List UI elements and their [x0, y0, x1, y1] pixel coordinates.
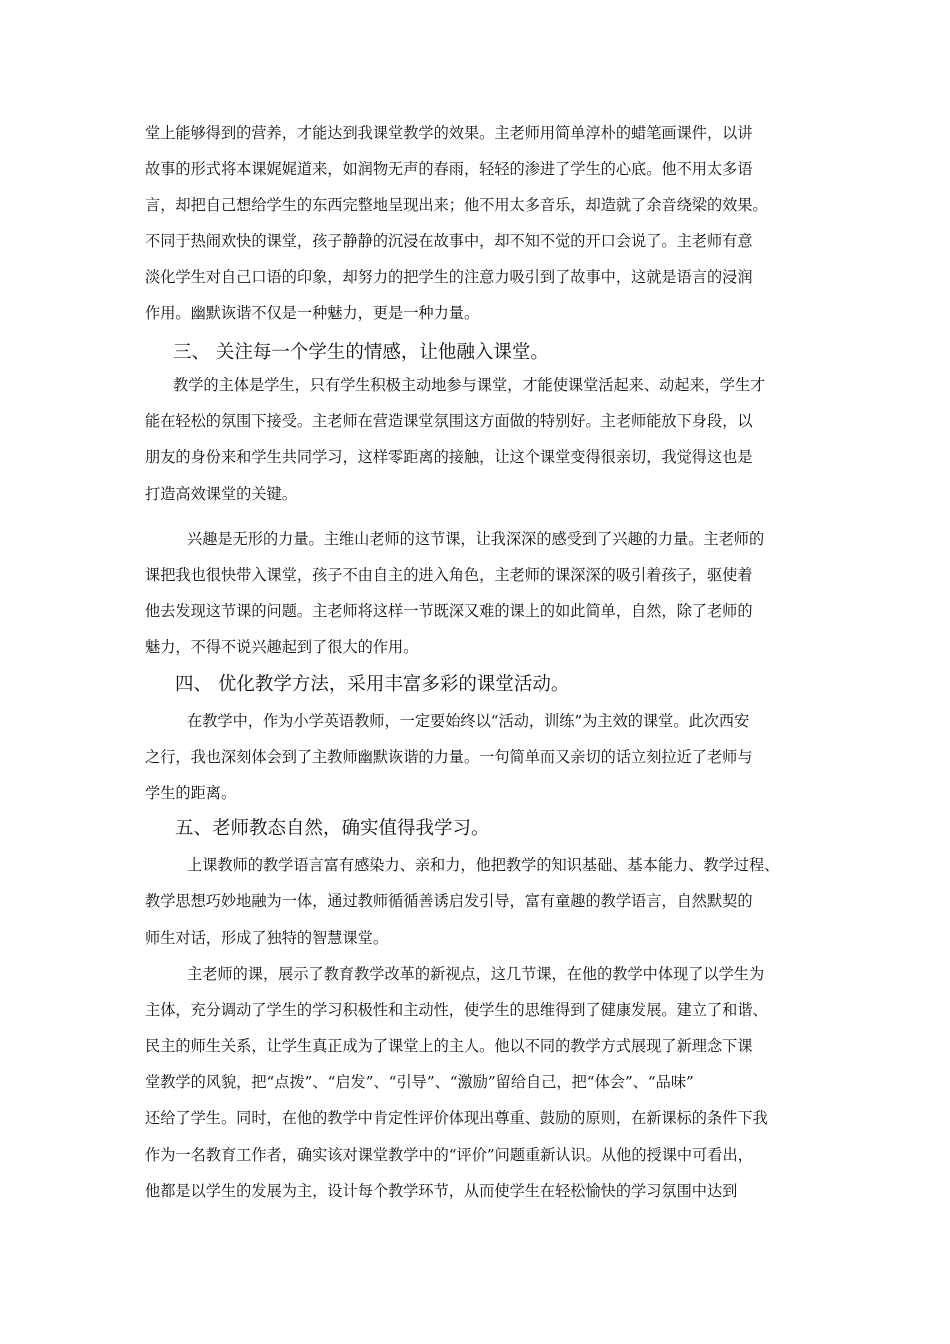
paragraph-line: 上课教师的教学语言富有感染力、亲和力，他把教学的知识基础、基本能力、教学过程、	[187, 856, 780, 874]
paragraph-line: 打造高效课堂的关键。	[145, 485, 297, 503]
paragraph-line: 淡化学生对自己口语的印象，却努力的把学生的注意力吸引到了故事中，这就是语言的浸润	[145, 268, 753, 286]
paragraph-line: 作为一名教育工作者，确实该对课堂教学中的“评价”问题重新认识。从他的授课中可看出，	[145, 1146, 753, 1164]
paragraph-line: 能在轻松的氛围下接受。主老师在营造课堂氛围这方面做的特别好。主老师能放下身段，以	[145, 412, 753, 430]
paragraph-line: 民主的师生关系，让学生真正成为了课堂上的主人。他以不同的教学方式展现了新理念下课	[145, 1037, 753, 1055]
paragraph-line: 还给了学生。同时，在他的教学中肯定性评价体现出尊重、鼓励的原则，在新课标的条件下我	[145, 1109, 768, 1127]
paragraph-line: 堂上能够得到的营养，才能达到我课堂教学的效果。主老师用简单淳朴的蜡笔画课件，以讲	[145, 124, 753, 142]
paragraph-line: 学生的距离。	[145, 784, 237, 802]
paragraph-line: 不同于热闹欢快的课堂，孩子静静的沉浸在故事中，却不知不觉的开口会说了。主老师有意	[145, 232, 753, 250]
paragraph-line: 他都是以学生的发展为主，设计每个教学环节，从而使学生在轻松愉快的学习氛围中达到	[145, 1182, 738, 1200]
section-heading-3: 三、 关注每一个学生的情感，让他融入课堂。	[173, 342, 549, 363]
section-heading-4: 四、 优化教学方法，采用丰富多彩的课堂活动。	[175, 674, 570, 695]
paragraph-line: 兴趣是无形的力量。主维山老师的这节课，让我深深的感受到了兴趣的力量。主老师的	[187, 530, 765, 548]
section-heading-5: 五、老师教态自然，确实值得我学习。	[175, 818, 490, 839]
paragraph-line: 魅力，不得不说兴趣起到了很大的作用。	[145, 638, 419, 656]
paragraph-line: 师生对话，形成了独特的智慧课堂。	[145, 929, 388, 947]
paragraph-line: 在教学中，作为小学英语教师，一定要始终以“活动，训练”为主效的课堂。此次西安	[187, 712, 750, 730]
paragraph-line: 教学思想巧妙地融为一体，通过教师循循善诱启发引导，富有童趣的教学语言，自然默契的	[145, 892, 753, 910]
paragraph-line: 堂教学的风貌，把“点拨”、“启发”、“引导”、“激励”留给自己，把“体会”、“品味”	[145, 1073, 694, 1091]
paragraph-line: 言，却把自己想给学生的东西完整地呈现出来；他不用太多音乐，却造就了余音绕梁的效果。	[145, 196, 768, 214]
paragraph-line: 朋友的身份来和学生共同学习，这样零距离的接触，让这个课堂变得很亲切，我觉得这也是	[145, 448, 753, 466]
paragraph-line: 作用。幽默诙谐不仅是一种魅力，更是一种力量。	[145, 304, 480, 322]
paragraph-line: 课把我也很快带入课堂，孩子不由自主的进入角色，主老师的课深深的吸引着孩子，驱使着	[145, 566, 753, 584]
paragraph-line: 教学的主体是学生，只有学生积极主动地参与课堂，才能使课堂活起来、动起来，学生才	[173, 376, 766, 394]
paragraph-line: 故事的形式将本课娓娓道来，如润物无声的春雨，轻轻的渗进了学生的心底。他不用太多语	[145, 160, 753, 178]
paragraph-line: 主老师的课，展示了教育教学改革的新视点，这几节课，在他的教学中体现了以学生为	[187, 965, 765, 983]
paragraph-line: 主体，充分调动了学生的学习积极性和主动性，使学生的思维得到了健康发展。建立了和谐、	[145, 1001, 768, 1019]
paragraph-line: 他去发现这节课的问题。主老师将这样一节既深又难的课上的如此简单，自然，除了老师的	[145, 602, 753, 620]
paragraph-line: 之行，我也深刻体会到了主教师幽默诙谐的力量。一句简单而又亲切的话立刻拉近了老师与	[145, 748, 753, 766]
